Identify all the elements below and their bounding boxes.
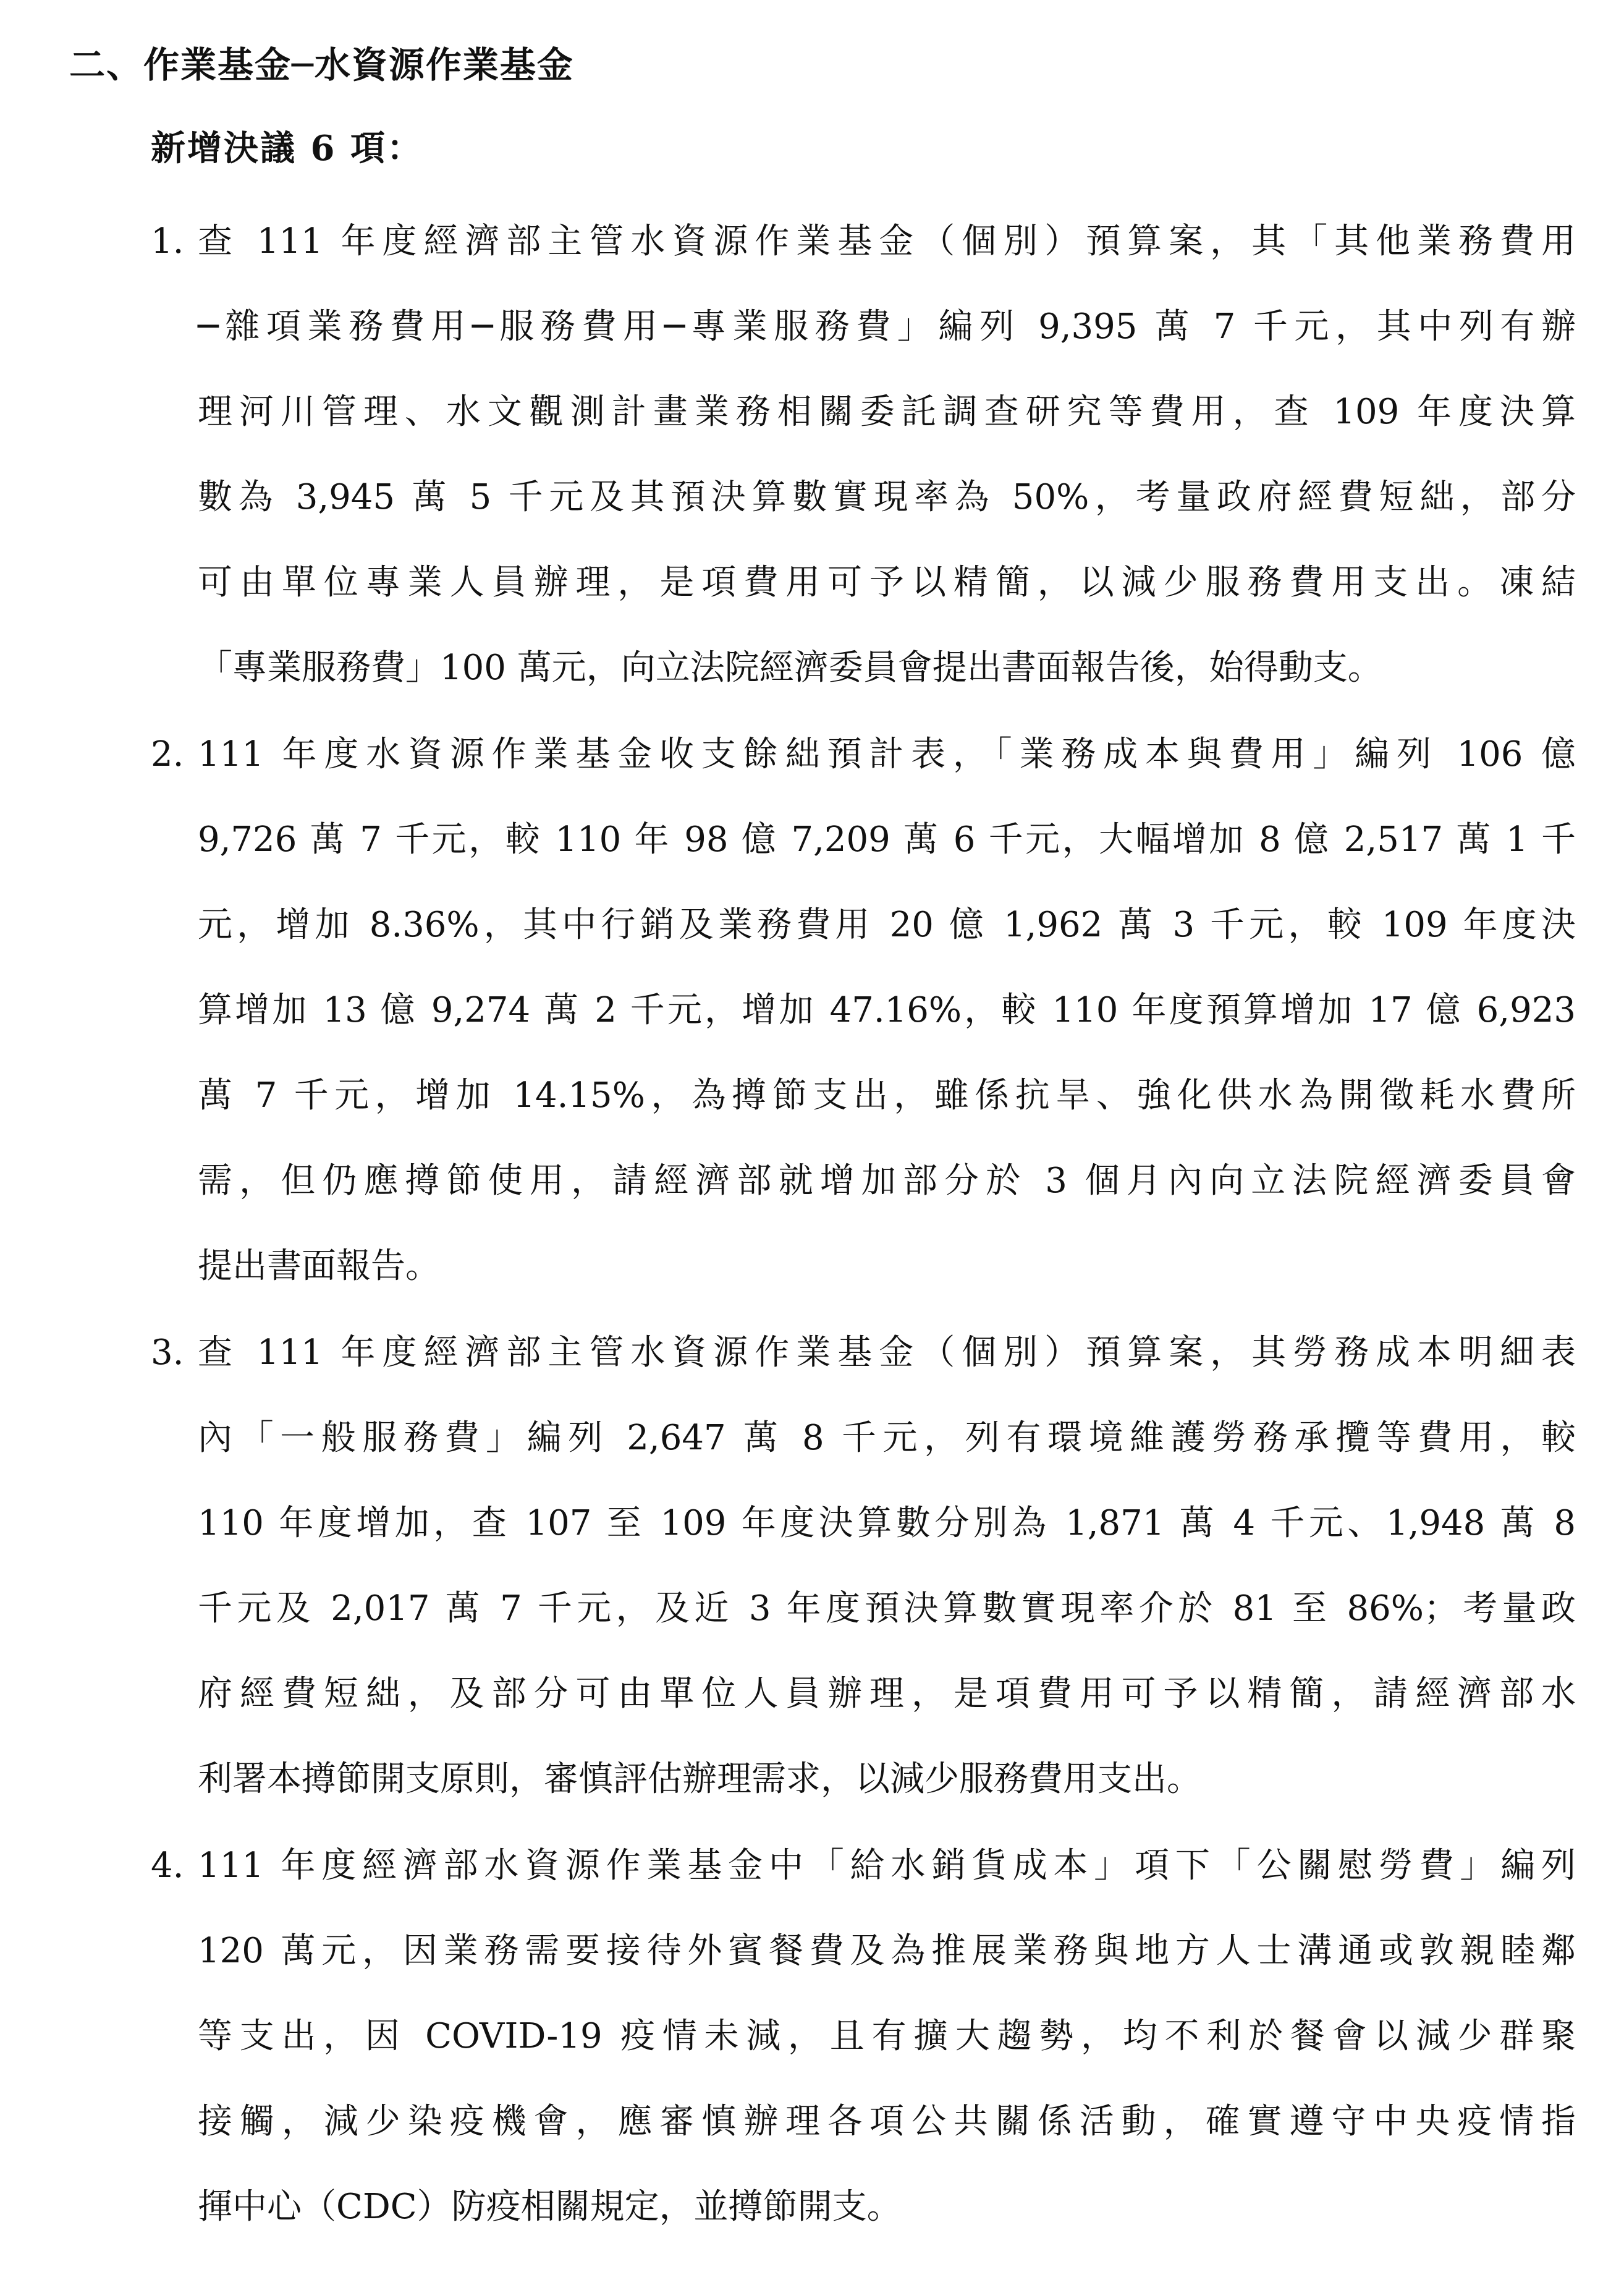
item-number: 1. (151, 221, 184, 261)
resolution-item-1 (151, 199, 1576, 711)
text-line: 元，增加 8.36%，其中行銷及業務費用 20 億 1,962 萬 3 千元，較 109 年度決 (198, 905, 1576, 945)
text-line: 內「一般服務費」編列 2,647 萬 8 千元，列有環境維護勞務承攬等費用，較 (198, 1418, 1576, 1458)
text-line: 111 年度經濟部水資源作業基金中「給水銷貨成本」項下「公關慰勞費」編列 (198, 1846, 1576, 1886)
text-line: ─雜項業務費用─服務費用─專業服務費」編列 9,395 萬 7 千元，其中列有辦 (198, 307, 1576, 347)
resolution-item-2 (151, 712, 1576, 1309)
text-line: 利署本撙節開支原則，審慎評估辦理需求，以減少服務費用支出。 (198, 1759, 1201, 1799)
text-line: 110 年度增加，查 107 至 109 年度決算數分別為 1,871 萬 4 千元、1,948 萬 8 (198, 1503, 1576, 1543)
text-line: 提出書面報告。 (198, 1246, 440, 1286)
text-line: 揮中心（CDC）防疫相關規定，並撙節開支。 (198, 2187, 902, 2227)
item-number: 4. (151, 1846, 184, 1886)
text-line: 9,726 萬 7 千元，較 110 年 98 億 7,209 萬 6 千元，大幅增加 8 億 2,517 萬 1 千 (198, 820, 1576, 860)
resolution-item-3 (151, 1310, 1576, 1822)
text-line: 120 萬元，因業務需要接待外賓餐費及為推展業務與地方人士溝通或敦親睦鄰 (198, 1931, 1576, 1971)
text-line: 接觸，減少染疫機會，應審慎辦理各項公共關係活動，確實遵守中央疫情指 (198, 2101, 1576, 2142)
text-line: 需，但仍應撙節使用，請經濟部就增加部分於 3 個月內向立法院經濟委員會 (198, 1161, 1576, 1201)
text-line: 理河川管理、水文觀測計畫業務相關委託調查研究等費用，查 109 年度決算 (198, 392, 1576, 432)
resolutions-subheading: 新增決議 6 項： (151, 128, 423, 169)
text-line: 等支出，因 COVID-19 疫情未減，且有擴大趨勢，均不利於餐會以減少群聚 (198, 2016, 1576, 2056)
text-line: 萬 7 千元，增加 14.15%，為撙節支出，雖係抗旱、強化供水為開徵耗水費所 (198, 1075, 1576, 1116)
resolution-item-4 (151, 1823, 1576, 2250)
item-number: 2. (151, 734, 184, 774)
text-line: 府經費短絀，及部分可由單位人員辦理，是項費用可予以精簡，請經濟部水 (198, 1674, 1576, 1714)
section-title: 二、作業基金─水資源作業基金 (69, 44, 574, 86)
text-line: 查 111 年度經濟部主管水資源作業基金（個別）預算案，其勞務成本明細表 (198, 1333, 1576, 1373)
text-line: 數為 3,945 萬 5 千元及其預決算數實現率為 50%，考量政府經費短絀，部分 (198, 477, 1576, 517)
item-number: 3. (151, 1333, 184, 1373)
text-line: 111 年度水資源作業基金收支餘絀預計表，「業務成本與費用」編列 106 億 (198, 734, 1576, 774)
text-line: 算增加 13 億 9,274 萬 2 千元，增加 47.16%，較 110 年度預算增加 17 億 6,923 (198, 990, 1576, 1030)
text-line: 「專業服務費」100 萬元，向立法院經濟委員會提出書面報告後，始得動支。 (198, 648, 1382, 688)
text-line: 可由單位專業人員辦理，是項費用可予以精簡，以減少服務費用支出。凍結 (198, 562, 1576, 603)
text-line: 查 111 年度經濟部主管水資源作業基金（個別）預算案，其「其他業務費用 (198, 221, 1576, 261)
text-line: 千元及 2,017 萬 7 千元，及近 3 年度預決算數實現率介於 81 至 86%；考量政 (198, 1588, 1576, 1629)
